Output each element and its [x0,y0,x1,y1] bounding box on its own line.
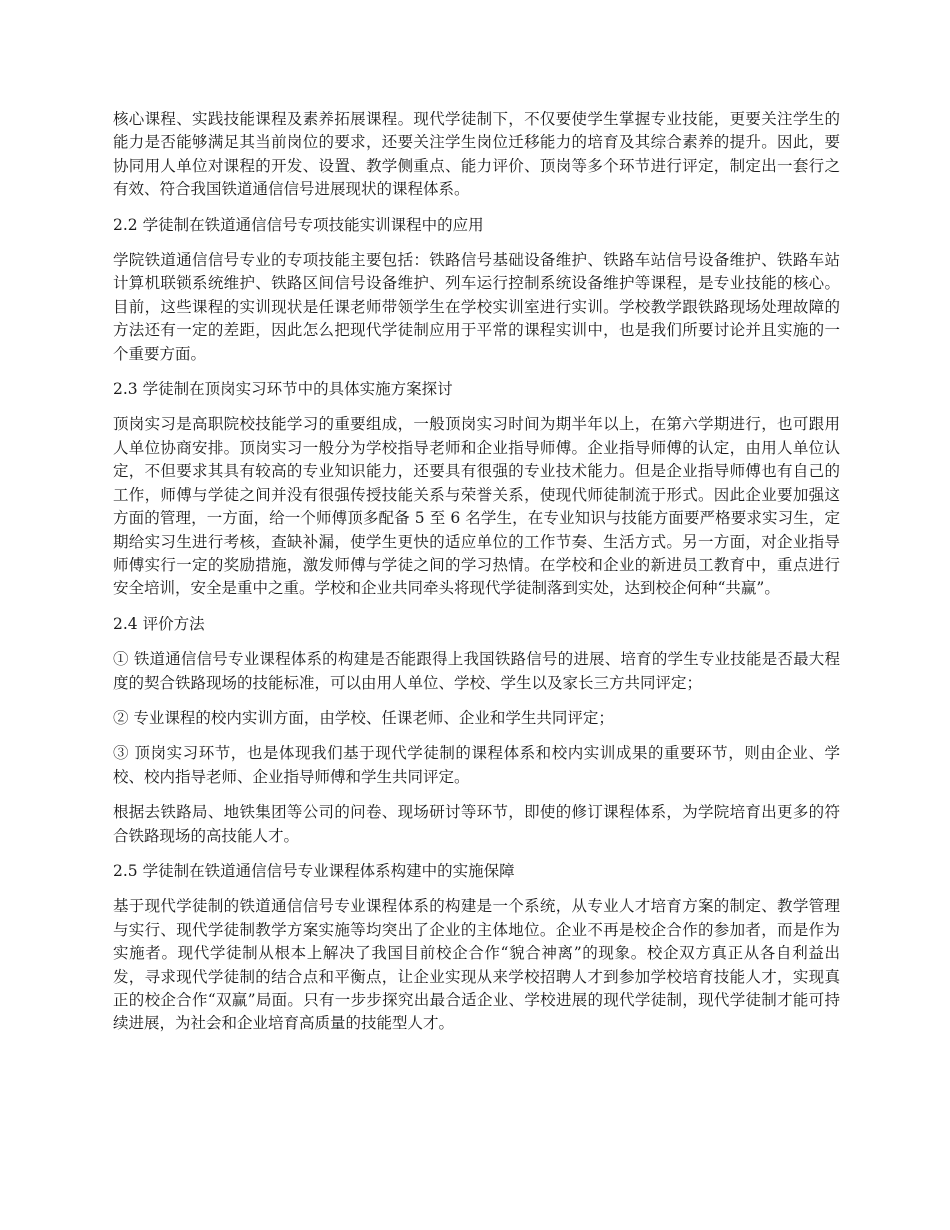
heading-2-4: 2.4 评价方法 [113,614,205,633]
paragraph-skill-training: 学院铁道通信信号专业的专项技能主要包括：铁路信号基础设备维护、铁路车站信号设备维护、铁路车站计算机联锁系统维护、铁路区间信号设备维护、列车运行控制系统设备维护等课程，是专业技能的核心。目前，这些课程的实训现状是任课老师带领学生在学校实训室进行实训。学校教学跟铁路现场处理故障的方法还有一定的差距，因此怎么把现代学徒制应用于平常的课程实训中，也是我们所要讨论并且实施的一个重要方面。 [113,251,840,363]
paragraph-survey: 根据去铁路局、地铁集团等公司的问卷、现场研讨等环节，即使的修订课程体系，为学院培育出更多的符合铁路现场的高技能人才。 [113,803,840,845]
heading-2-2: 2.2 学徒制在铁道通信信号专项技能实训课程中的应用 [113,215,484,234]
paragraph-guarantee: 基于现代学徒制的铁道通信信号专业课程体系的构建是一个系统，从专业人才培育方案的制定、教学管理与实行、现代学徒制教学方案实施等均突出了企业的主体地位。企业不再是校企合作的参加者，而是作为实施者。现代学徒制从根本上解决了我国目前校企合作“貌合神离”的现象。校企双方真正从各自利益出发，寻求现代学徒制的结合点和平衡点，让企业实现从来学校招聘人才到参加学校培育技能人才，实现真正的校企合作“双赢”局面。只有一步步探究出最合适企业、学校进展的现代学徒制，现代学徒制才能可持续进展，为社会和企业培育高质量的技能型人才。 [113,897,840,1033]
evaluation-item-3: ③ 顶岗实习环节，也是体现我们基于现代学徒制的课程体系和校内实训成果的重要环节，则由企业、学校、校内指导老师、企业指导师傅和学生共同评定。 [113,744,840,786]
heading-2-5: 2.5 学徒制在铁道通信信号专业课程体系构建中的实施保障 [113,861,515,880]
paragraph-internship: 顶岗实习是高职院校技能学习的重要组成，一般顶岗实习时间为期半年以上，在第六学期进行，也可跟用人单位协商安排。顶岗实习一般分为学校指导老师和企业指导师傅。企业指导师傅的认定，由用人单位认定，不但要求其具有较高的专业知识能力，还要具有很强的专业技术能力。但是企业指导师傅也有自己的工作，师傅与学徒之间并没有很强传授技能关系与荣誉关系，使现代师徒制流于形式。因此企业要加强这方面的管理，一方面，给一个师傅顶多配备 5 至 6 名学生，在专业知识与技能方面要严格要求实习生，定期给实习生进行考核，查缺补漏，使学生更快的适应单位的工作节奏、生活方式。另一方面，对企业指导师傅实行一定的奖励措施，激发师傅与学徒之间的学习热情。在学校和企业的新进员工教育中，重点进行安全培训，安全是重中之重。学校和企业共同牵头将现代学徒制落到实处，达到校企何种“共赢”。 [113,415,840,598]
evaluation-item-2: ② 专业课程的校内实训方面，由学校、任课老师、企业和学生共同评定； [113,708,614,727]
document-page [113,108,840,1048]
evaluation-item-1: ① 铁道通信信号专业课程体系的构建是否能跟得上我国铁路信号的进展、培育的学生专业技能是否最大程度的契合铁路现场的技能标准，可以由用人单位、学校、学生以及家长三方共同评定； [113,650,840,692]
paragraph-course-system: 核心课程、实践技能课程及素养拓展课程。现代学徒制下，不仅要使学生掌握专业技能，更要关注学生的能力是否能够满足其当前岗位的要求，还要关注学生岗位迁移能力的培育及其综合素养的提升。因此，要协同用人单位对课程的开发、设置、教学侧重点、能力评价、顶岗等多个环节进行评定，制定出一套行之有效、符合我国铁道通信信号进展现状的课程体系。 [113,110,840,199]
heading-2-3: 2.3 学徒制在顶岗实习环节中的具体实施方案探讨 [113,380,453,399]
